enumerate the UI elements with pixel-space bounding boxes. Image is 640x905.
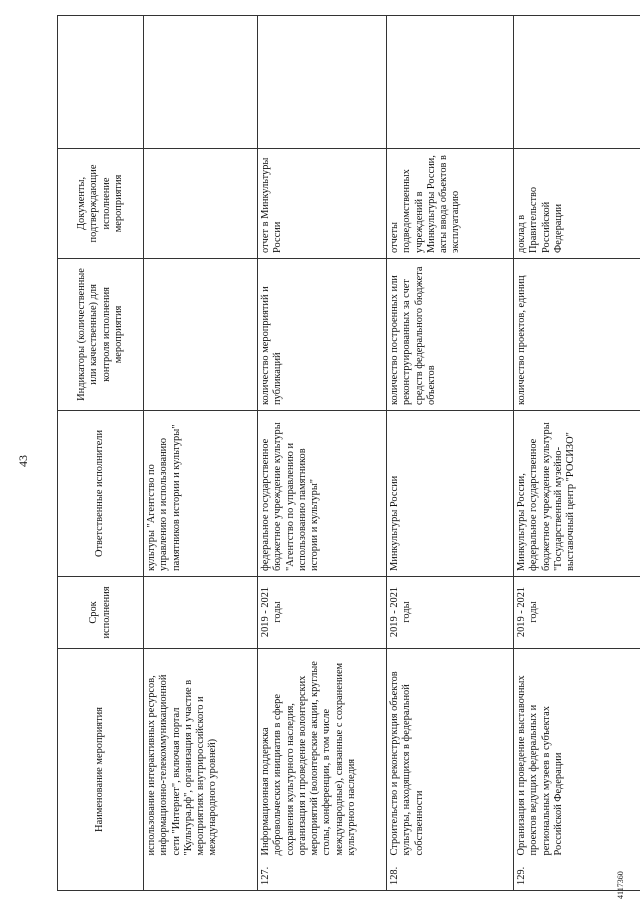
row-term: 2019 - 2021 годы bbox=[258, 576, 387, 648]
row-executors: Минкультуры России bbox=[387, 410, 514, 576]
row-name: Информационная поддержка добровольческих инициатив в сфере сохранения культурного наследия, организация и проведение волонтерских мероприятий (волонтерские акции, круглые столы, конференции, в том числе международные), связанные с сохранением культурного наследия bbox=[258, 648, 387, 860]
row-number bbox=[144, 861, 258, 891]
row-executors: федеральное государственное бюджетное учреждение культуры "Агентство по управлению и использованию памятников истории и культуры" bbox=[258, 410, 387, 576]
header-term: Срок исполнения bbox=[58, 576, 144, 648]
row-spacer bbox=[258, 15, 387, 148]
row-term bbox=[144, 576, 258, 648]
row-term: 2019 - 2021 годы bbox=[514, 576, 640, 648]
row-documents bbox=[144, 148, 258, 258]
table-row bbox=[387, 15, 514, 890]
row-indicators: количество построенных или реконструированных за счет средств федерального бюджета объектов bbox=[387, 258, 514, 410]
row-documents: отчеты подведомственных учреждений в Минкультуры России, акты ввода объектов в эксплуатацию bbox=[387, 148, 514, 258]
table-row bbox=[258, 15, 387, 890]
row-term: 2019 - 2021 годы bbox=[387, 576, 514, 648]
row-name: использование интерактивных ресурсов, информационно-телекоммуникационной сети "Интернет", включая портал "Культура.рф", организация и участие в мероприятиях внутрироссийского и международного уровней) bbox=[144, 648, 258, 860]
table-row bbox=[514, 15, 640, 890]
row-spacer bbox=[387, 15, 514, 148]
measures-table bbox=[57, 15, 640, 891]
table-row bbox=[144, 15, 258, 890]
header-documents: Документы, подтверждающие исполнение мероприятия bbox=[58, 148, 144, 258]
header-spacer bbox=[58, 15, 144, 148]
row-name: Строительство и реконструкция объектов культуры, находящихся в федеральной собственности bbox=[387, 648, 514, 860]
row-spacer bbox=[514, 15, 640, 148]
row-number: 128. bbox=[387, 861, 514, 891]
document-id: 4117360 bbox=[616, 871, 625, 899]
row-indicators: количество мероприятий и публикаций bbox=[258, 258, 387, 410]
header-executors: Ответственные исполнители bbox=[58, 410, 144, 576]
header-name: Наименование мероприятия bbox=[58, 648, 144, 890]
row-number: 127. bbox=[258, 861, 387, 891]
row-indicators: количество проектов, единиц bbox=[514, 258, 640, 410]
row-spacer bbox=[144, 15, 258, 148]
header-indicators: Индикаторы (количественные или качественные) для контроля исполнения мероприятия bbox=[58, 258, 144, 410]
row-executors: культуры "Агентство по управлению и использованию памятников истории и культуры" bbox=[144, 410, 258, 576]
row-name: Организация и проведение выставочных проектов ведущих федеральных и региональных музеев в субъектах Российской Федерации bbox=[514, 648, 640, 860]
row-documents: отчет в Минкультуры России bbox=[258, 148, 387, 258]
page-number: 43 bbox=[16, 455, 30, 467]
row-executors: Минкультуры России, федеральное государственное бюджетное учреждение культуры "Государственный музейно-выставочный центр "РОСИЗО" bbox=[514, 410, 640, 576]
table-header-row bbox=[58, 15, 144, 890]
row-indicators bbox=[144, 258, 258, 410]
row-number: 129. bbox=[514, 861, 640, 891]
row-documents: доклад в Правительство Российской Федерации bbox=[514, 148, 640, 258]
